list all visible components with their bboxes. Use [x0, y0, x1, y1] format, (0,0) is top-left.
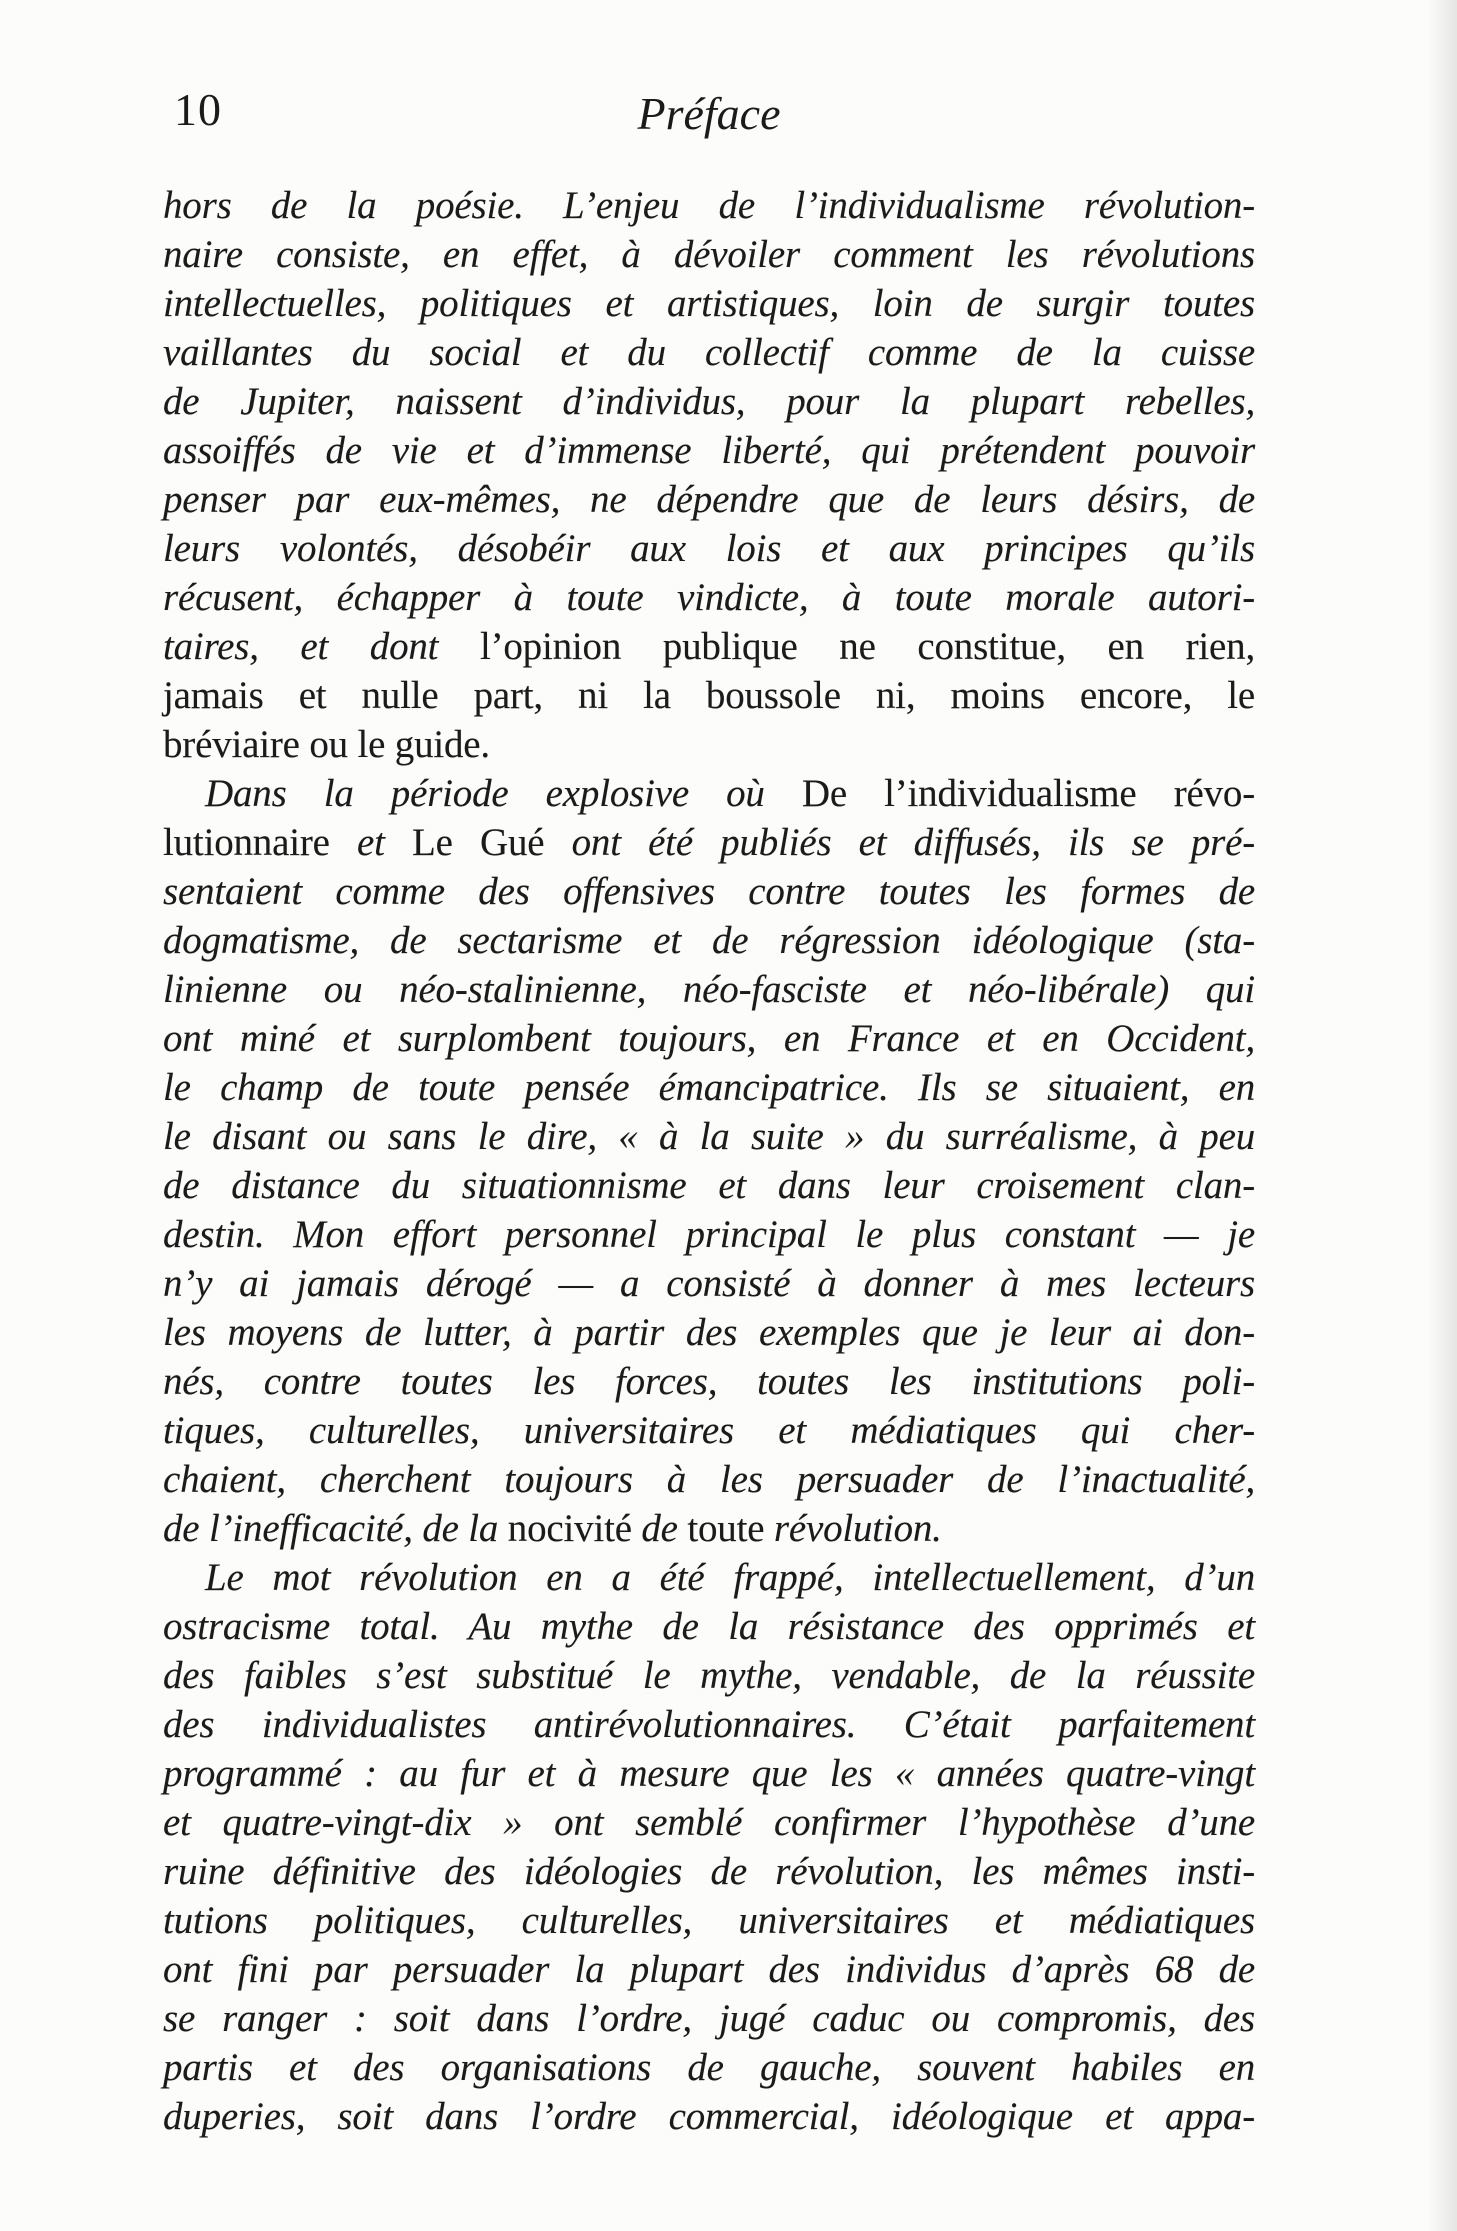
text-segment-italic: nés, contre toutes les forces, toutes les institutions poli-	[163, 1360, 1255, 1403]
text-line	[163, 230, 1255, 279]
text-line	[163, 1014, 1255, 1063]
text-segment-italic: le champ de toute pensée émancipatrice. Ils se situaient, en	[163, 1066, 1255, 1109]
text-line	[163, 475, 1255, 524]
text-segment-italic: linienne ou néo-stalinienne, néo-fasciste et néo-libérale) qui	[163, 968, 1255, 1011]
text-line	[163, 965, 1255, 1014]
text-line	[163, 916, 1255, 965]
running-title: Préface	[637, 88, 781, 139]
text-line	[163, 769, 1255, 818]
text-segment-italic: intellectuelles, politiques et artistiques, loin de surgir toutes	[163, 282, 1255, 325]
text-segment-italic: leurs volontés, désobéir aux lois et aux principes qu’ils	[163, 527, 1255, 570]
text-line	[163, 426, 1255, 475]
text-line	[163, 1112, 1255, 1161]
text-segment-italic: des faibles s’est substitué le mythe, vendable, de la réussite	[163, 1654, 1255, 1697]
text-segment-italic: taires, et dont	[163, 625, 480, 668]
text-segment-italic: des individualistes antirévolutionnaires. C’était parfaitement	[163, 1703, 1255, 1746]
text-segment-italic: de l’inefficacité, de la	[163, 1507, 508, 1550]
text-segment-italic: penser par eux-mêmes, ne dépendre que de leurs désirs, de	[163, 478, 1255, 521]
text-segment-italic: récusent, échapper à toute vindicte, à toute morale autori-	[163, 576, 1255, 619]
text-segment-italic: ont fini par persuader la plupart des individus d’après 68 de	[163, 1948, 1255, 1991]
text-line	[163, 1259, 1255, 1308]
text-segment-italic: et quatre-vingt-dix » ont semblé confirmer l’hypothèse d’une	[163, 1801, 1255, 1844]
text-line	[163, 2043, 1255, 2092]
text-line	[163, 1602, 1255, 1651]
page-number: 10	[174, 84, 222, 135]
text-line	[163, 1749, 1255, 1798]
text-segment-roman: toute	[687, 1507, 774, 1550]
text-line	[163, 1896, 1255, 1945]
text-line	[163, 1210, 1255, 1259]
text-segment-italic: assoiffés de vie et d’immense liberté, qui prétendent pouvoir	[163, 429, 1255, 472]
text-segment-roman: nocivité	[507, 1507, 642, 1550]
text-line	[163, 181, 1255, 230]
text-line	[163, 1504, 1255, 1553]
text-segment-italic: duperies, soit dans l’ordre commercial, idéologique et appa-	[163, 2095, 1255, 2138]
text-segment-italic: ont été publiés et diffusés, ils se pré-	[571, 821, 1256, 864]
text-segment-italic: de	[641, 1507, 688, 1550]
text-segment-italic: les moyens de lutter, à partir des exemples que je leur ai don-	[163, 1311, 1255, 1354]
text-line	[163, 1063, 1255, 1112]
text-segment-italic: programmé : au fur et à mesure que les « années quatre-vingt	[163, 1752, 1255, 1795]
text-segment-italic: hors de la poésie. L’enjeu de l’individualisme révolution-	[163, 184, 1255, 227]
text-segment-italic: destin. Mon effort personnel principal le plus constant — je	[163, 1213, 1255, 1256]
text-line	[163, 1651, 1255, 1700]
text-segment-italic: dogmatisme, de sectarisme et de régression idéologique (sta-	[163, 919, 1255, 962]
text-line	[163, 1994, 1255, 2043]
text-segment-italic: ont miné et surplombent toujours, en France et en Occident,	[163, 1017, 1255, 1060]
text-segment-italic: vaillantes du social et du collectif comme de la cuisse	[163, 331, 1255, 374]
text-segment-italic: et	[357, 821, 412, 864]
text-segment-italic: ruine définitive des idéologies de révolution, les mêmes insti-	[163, 1850, 1255, 1893]
text-segment-italic: tutions politiques, culturelles, universitaires et médiatiques	[163, 1899, 1255, 1942]
text-line	[163, 1308, 1255, 1357]
text-segment-italic: partis et des organisations de gauche, souvent habiles en	[163, 2046, 1255, 2089]
text-line	[163, 1406, 1255, 1455]
text-segment-italic: naire consiste, en effet, à dévoiler comment les révolutions	[163, 233, 1255, 276]
text-line	[163, 818, 1255, 867]
text-line	[163, 1161, 1255, 1210]
body-text-block	[163, 181, 1255, 2141]
text-line	[163, 279, 1255, 328]
text-line	[163, 622, 1255, 671]
text-segment-italic: sentaient comme des offensives contre toutes les formes de	[163, 870, 1255, 913]
text-segment-italic: chaient, cherchent toujours à les persuader de l’inactualité,	[163, 1458, 1255, 1501]
text-segment-italic: de Jupiter, naissent d’individus, pour la plupart rebelles,	[163, 380, 1255, 423]
text-line	[163, 1553, 1255, 1602]
text-line	[163, 1455, 1255, 1504]
text-line	[163, 1945, 1255, 1994]
text-segment-italic: tiques, culturelles, universitaires et médiatiques qui cher-	[163, 1409, 1255, 1452]
text-segment-italic: le disant ou sans le dire, « à la suite » du surréalisme, à peu	[163, 1115, 1255, 1158]
text-segment-italic: se ranger : soit dans l’ordre, jugé caduc ou compromis, des	[163, 1997, 1255, 2040]
text-segment-italic: Dans la période explosive où	[205, 772, 802, 815]
text-segment-roman: jamais et nulle part, ni la boussole ni, moins encore, le	[163, 674, 1255, 717]
text-line	[163, 377, 1255, 426]
text-segment-roman: bréviaire ou le guide.	[163, 723, 490, 766]
text-line	[163, 720, 1255, 769]
text-line	[163, 671, 1255, 720]
text-segment-italic: révolution.	[773, 1507, 942, 1550]
text-segment-italic: n’y ai jamais dérogé — a consisté à donner à mes lecteurs	[163, 1262, 1255, 1305]
text-segment-roman: Le Gué	[412, 821, 572, 864]
scan-edge-shadow	[1427, 0, 1457, 2231]
text-segment-italic: de distance du situationnisme et dans leur croisement clan-	[163, 1164, 1255, 1207]
text-segment-roman: De l’individualisme révo-	[801, 772, 1255, 815]
text-line	[163, 573, 1255, 622]
text-line	[163, 2092, 1255, 2141]
text-line	[163, 1357, 1255, 1406]
text-line	[163, 1700, 1255, 1749]
text-segment-roman: l’opinion publique ne constitue, en rien,	[479, 625, 1255, 668]
text-line	[163, 867, 1255, 916]
text-line	[163, 1798, 1255, 1847]
page-header	[163, 80, 1255, 140]
text-line	[163, 524, 1255, 573]
text-segment-italic: ostracisme total. Au mythe de la résistance des opprimés et	[163, 1605, 1255, 1648]
text-line	[163, 328, 1255, 377]
text-segment-italic: Le mot révolution en a été frappé, intellectuellement, d’un	[205, 1556, 1255, 1599]
text-line	[163, 1847, 1255, 1896]
text-segment-roman: lutionnaire	[163, 821, 357, 864]
